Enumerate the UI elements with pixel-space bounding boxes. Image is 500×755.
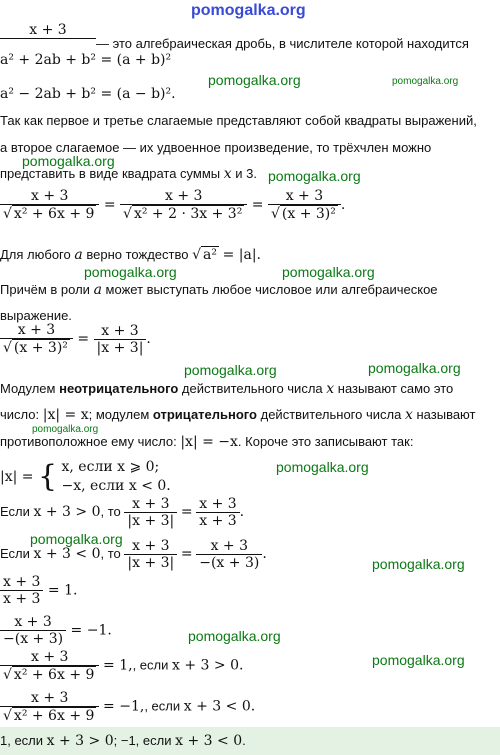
case-positive: Если x + 3 > 0, то $\frac{x + 3}{|x + 3|}$ = $\frac{x + 3}{x + 3}$ . — [0, 496, 245, 529]
watermark: pomogalka.org — [22, 153, 115, 169]
watermark: pomogalka.org — [32, 424, 99, 435]
watermark: pomogalka.org — [30, 531, 123, 547]
watermark-top: pomogalka.org — [191, 2, 306, 19]
intro-text: — это алгебраическая дробь, в числителе которой находится — [96, 36, 469, 51]
fraction-numerator: x + 3 — [29, 22, 67, 38]
watermark: pomogalka.org — [372, 652, 465, 668]
equation-abs: $\frac{x + 3}{\text{√ (x + 3)²}}$ = $\frac{x + 3}{|x + 3|}$ . — [0, 322, 151, 356]
watermark: pomogalka.org — [184, 362, 277, 378]
equation-square-sum: $\frac{x + 3}{\text{√ x² + 6x + 9}}$ = $\frac{x + 3}{\text{√ x² + 2 · 3x + 3²}}$ = $\frac{x + 3}{\text{√ (x + 3)²}}$ . — [0, 188, 345, 222]
final-case-negative: $\frac{x + 3}{\text{√ x² + 6x + 9}}$ = −1,, если x + 3 < 0. — [0, 690, 255, 724]
watermark: pomogalka.org — [392, 76, 459, 87]
final-case-positive: $\frac{x + 3}{\text{√ x² + 6x + 9}}$ = 1,, если x + 3 > 0. — [0, 649, 243, 683]
answer-line: 1, если x + 3 > 0; −1, если x + 3 < 0. — [0, 733, 246, 749]
watermark: pomogalka.org — [282, 264, 375, 280]
paragraph-1-line-3: представить в виде квадрата суммы x и 3. — [0, 166, 258, 182]
paragraph-3-line-1: Причём в роли a может выступать любое числовое или алгебраическое — [0, 282, 438, 298]
watermark: pomogalka.org — [276, 459, 369, 475]
square-sum-identity: a² + 2ab + b² = (a + b)² — [0, 52, 172, 68]
watermark: pomogalka.org — [368, 360, 461, 376]
paragraph-4-line-3: противоположное ему число: |x| = −x. Короче это записывают так: — [0, 434, 414, 450]
result-minus-one: $\frac{x + 3}{-(x + 3)}$ = −1. — [0, 614, 112, 647]
watermark: pomogalka.org — [188, 628, 281, 644]
paragraph-1-line-2: а второе слагаемое — их удвоенное произведение, то трёхчлен можно — [0, 140, 432, 155]
fraction-denominator-partial — [0, 38, 96, 53]
square-diff-identity: a² − 2ab + b² = (a − b)². — [0, 86, 176, 102]
watermark: pomogalka.org — [268, 168, 361, 184]
watermark: pomogalka.org — [372, 556, 465, 572]
case-negative: Если x + 3 < 0, то $\frac{x + 3}{|x + 3|}$ = $\frac{x + 3}{-(x + 3)}$ . — [0, 538, 267, 571]
intro-fraction — [0, 22, 96, 53]
paragraph-1-line-1: Так как первое и третье слагаемые представляют собой квадраты выражений, — [0, 113, 477, 128]
paragraph-4-line-1: Модулем неотрицательного действительного числа x называют само это — [0, 381, 454, 397]
watermark: pomogalka.org — [84, 264, 177, 280]
paragraph-4-line-2: число: |x| = x; модулем отрицательного действительного числа x называют — [0, 407, 476, 423]
watermark: pomogalka.org — [208, 72, 301, 88]
paragraph-3-line-2: выражение. — [0, 308, 72, 323]
paragraph-2: Для любого a верно тождество √ a² = |a|. — [0, 247, 262, 263]
result-one: $\frac{x + 3}{x + 3}$ = 1. — [0, 574, 77, 607]
abs-cases: |x| = { x, если x ⩾ 0; −x, если x < 0. — [0, 459, 171, 494]
